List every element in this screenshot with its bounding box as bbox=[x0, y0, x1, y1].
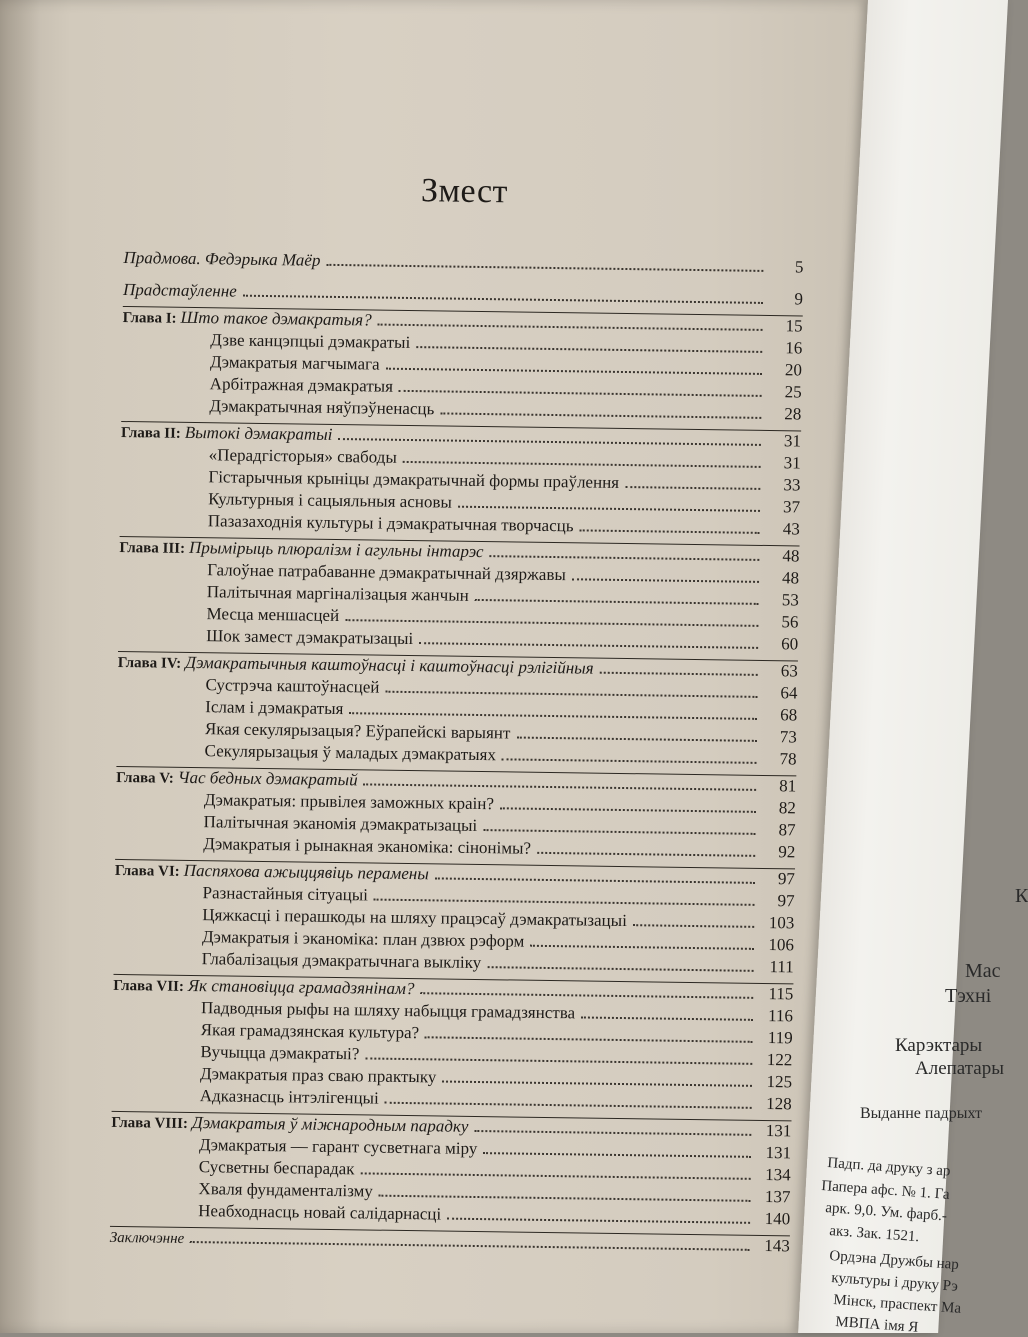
imprint-line: Мас bbox=[965, 960, 1001, 982]
page-number: 103 bbox=[768, 913, 795, 933]
toc-entry-text bbox=[119, 537, 483, 562]
section-title: Культурныя і сацыяльныя асновы bbox=[208, 489, 453, 512]
toc-entry-text bbox=[116, 740, 496, 765]
page-number: 131 bbox=[765, 1121, 792, 1141]
imprint-line: культуры і друку Рэ bbox=[830, 1270, 959, 1295]
toc-entry-text bbox=[117, 718, 511, 743]
dot-leader bbox=[385, 1102, 752, 1109]
toc-entry-row bbox=[123, 248, 803, 279]
dot-leader bbox=[435, 877, 755, 883]
dot-leader bbox=[365, 1057, 752, 1064]
imprint-line: Карэктары bbox=[895, 1035, 983, 1056]
section-title: Якая грамадзянская культура? bbox=[200, 1020, 420, 1043]
dot-leader bbox=[379, 1195, 751, 1202]
section-title: Вучыцца дэмакратыі? bbox=[200, 1042, 360, 1064]
chapter-title: Як становіцца грамадзянінам? bbox=[187, 975, 415, 999]
section-title: Палітычная эканомія дэмакратызацыі bbox=[203, 812, 478, 835]
section-title: Шок замест дэмакратызацыі bbox=[206, 626, 414, 649]
page-number: 73 bbox=[779, 727, 798, 747]
section-title: Секулярызацыя ў маладых дэмакратыях bbox=[204, 741, 497, 765]
chapter-label: Глава IV: bbox=[117, 654, 182, 672]
page-number: 131 bbox=[765, 1143, 792, 1163]
section-title: Хваля фундаменталізму bbox=[198, 1179, 374, 1201]
imprint-line: Падп. да друку з ар bbox=[826, 1155, 951, 1180]
dot-leader bbox=[403, 461, 761, 468]
toc-entry-text bbox=[110, 1200, 441, 1225]
section-title: Дэмакратыя і эканоміка: план дзвюх рэформ bbox=[201, 927, 525, 951]
toc-entry-text bbox=[115, 882, 369, 906]
section-title: Падводныя рыфы на шляху набыцця грамадзянства bbox=[200, 998, 576, 1023]
page-number: 31 bbox=[783, 453, 801, 473]
page-number: 48 bbox=[781, 568, 800, 588]
page-number: 134 bbox=[765, 1165, 791, 1185]
toc-entry-text bbox=[118, 625, 413, 649]
chapter-title: Паспяхова ажыццявіць перамены bbox=[183, 860, 429, 884]
toc-entry-row bbox=[110, 1227, 790, 1258]
page-number: 97 bbox=[777, 869, 796, 889]
dot-leader bbox=[537, 852, 755, 857]
imprint-line: Алепатары bbox=[915, 1058, 1004, 1079]
imprint-line: МВПА імя Я bbox=[834, 1314, 919, 1336]
dot-leader bbox=[425, 1036, 753, 1043]
section-title: Дэмакратыя — гарант сусветнага міру bbox=[198, 1135, 478, 1159]
dot-leader bbox=[338, 438, 761, 446]
dot-leader bbox=[243, 295, 763, 304]
toc-entry-text bbox=[111, 1112, 468, 1137]
imprint-line: Папера афс. № 1. Га bbox=[820, 1178, 951, 1203]
toc-entry-text bbox=[110, 1178, 373, 1202]
toc-entry-text bbox=[123, 307, 372, 330]
toc-entry-text bbox=[117, 696, 343, 719]
toc-entry-text bbox=[114, 948, 482, 973]
chapter-label: Глава V: bbox=[116, 769, 174, 787]
dot-leader bbox=[442, 1081, 752, 1087]
page-number: 87 bbox=[778, 820, 796, 840]
toc-entry-text bbox=[110, 1227, 185, 1248]
section-title: Іслам і дэмакратыя bbox=[205, 697, 344, 719]
page-number: 43 bbox=[782, 519, 800, 539]
section-title: Дэмакратыя і рынакная эканоміка: сінонімы? bbox=[203, 834, 532, 858]
section-title: Цяжкасці і перашкоды на шляху працэсаў дэмакратызацыі bbox=[202, 905, 628, 931]
dot-leader bbox=[419, 642, 758, 649]
toc-entry-text bbox=[113, 1019, 420, 1043]
chapter-label: Глава III: bbox=[119, 539, 186, 557]
dot-leader bbox=[474, 1130, 751, 1136]
toc-entry-text bbox=[120, 488, 452, 513]
toc-entry-text bbox=[116, 767, 358, 790]
dot-leader bbox=[633, 924, 754, 928]
section-title: «Перадгісторыя» свабоды bbox=[208, 445, 397, 467]
section-title: Палітычная маргіналізацыя жанчын bbox=[206, 582, 469, 605]
dot-leader bbox=[530, 945, 754, 950]
page-number: 56 bbox=[781, 612, 799, 632]
page-title: Змест bbox=[420, 172, 509, 211]
dot-leader bbox=[483, 1152, 751, 1158]
toc-entry-text bbox=[123, 248, 320, 271]
page-number: 125 bbox=[766, 1072, 793, 1092]
page-number: 128 bbox=[766, 1094, 792, 1114]
section-title: Адказнасць інтэлігенцыі bbox=[199, 1086, 379, 1108]
page-number: 92 bbox=[778, 842, 796, 862]
page-number: 106 bbox=[768, 935, 795, 955]
toc-entry-text bbox=[122, 329, 410, 353]
section-title: Дэмакратыя праз сваю практыку bbox=[199, 1064, 437, 1087]
page-number: 68 bbox=[780, 705, 798, 725]
imprint-line: Тэхні bbox=[945, 985, 992, 1007]
page-number: 31 bbox=[783, 431, 802, 451]
right-page-text bbox=[800, 0, 1028, 1336]
chapter-title: Час бедных дэмакратый bbox=[177, 767, 358, 790]
toc-entry-text bbox=[121, 422, 333, 445]
page-number: 115 bbox=[768, 984, 794, 1004]
dot-leader bbox=[349, 712, 757, 720]
page-number: 143 bbox=[764, 1236, 790, 1256]
toc-entry-text bbox=[113, 975, 414, 999]
toc-entry-text bbox=[111, 1134, 477, 1159]
dot-leader bbox=[487, 966, 754, 972]
section-title: Дэмакратычная няўпэўненасць bbox=[209, 396, 435, 419]
page-number: 97 bbox=[777, 891, 795, 911]
dot-leader bbox=[483, 829, 755, 835]
chapter-title: Прымірыць плюралізм і агульны інтарэс bbox=[188, 537, 484, 562]
section-title: Сустрэча каштоўнасцей bbox=[205, 675, 380, 697]
section-title: Арбітражная дэмакратыя bbox=[209, 374, 394, 396]
section-title: Гістарычныя крыніцы дэмакратычнай формы праўлення bbox=[208, 467, 620, 492]
page-number: 5 bbox=[794, 257, 804, 277]
dot-leader bbox=[502, 758, 757, 764]
dot-leader bbox=[458, 506, 760, 512]
page-number: 37 bbox=[782, 497, 801, 517]
toc-entry-text bbox=[118, 603, 339, 626]
section-title: Сусветны беспарадак bbox=[198, 1157, 355, 1179]
page-number: 60 bbox=[781, 634, 799, 654]
dot-leader bbox=[345, 619, 758, 627]
toc-entry-text bbox=[121, 395, 434, 419]
section-title: Дэмакратыя: прывілея заможных краін? bbox=[203, 790, 495, 814]
section-title: Дэмакратыя магчымага bbox=[209, 352, 380, 374]
page-number: 82 bbox=[778, 798, 797, 818]
chapter-title: Дэмакратычныя каштоўнасці і каштоўнасці рэлігійныя bbox=[185, 652, 594, 678]
imprint-line: Выданне падрыхт bbox=[860, 1105, 983, 1122]
toc-entry-text bbox=[112, 1063, 436, 1088]
imprint-line: арк. 9,0. Ум. фарб.- bbox=[824, 1200, 948, 1225]
chapter-label: Глава II: bbox=[120, 424, 181, 442]
section-title: Глабалізацыя дэмакратычнага выкліку bbox=[201, 949, 482, 973]
section-title: Разнастайныя сітуацыі bbox=[202, 883, 369, 905]
toc-entry-text bbox=[117, 674, 379, 698]
toc-entry-text bbox=[123, 280, 237, 302]
page-number: 15 bbox=[785, 316, 803, 336]
dot-leader bbox=[416, 346, 762, 353]
dot-leader bbox=[386, 368, 762, 375]
page-number: 33 bbox=[783, 475, 801, 495]
dot-leader bbox=[399, 390, 762, 397]
dot-leader bbox=[385, 691, 757, 698]
toc-entry-text bbox=[122, 373, 393, 397]
page-number: 25 bbox=[784, 382, 802, 402]
entry-title: Прадстаўленне bbox=[122, 279, 237, 301]
toc-entry-text bbox=[112, 1041, 359, 1064]
dot-leader bbox=[378, 324, 763, 331]
dot-leader bbox=[374, 899, 755, 906]
dot-leader bbox=[420, 992, 753, 999]
dot-leader bbox=[475, 599, 759, 605]
section-title: Неабходнасць новай салідарнасці bbox=[198, 1201, 442, 1224]
toc-entry-text bbox=[112, 1085, 379, 1109]
page-number: 64 bbox=[780, 683, 798, 703]
page-number: 48 bbox=[782, 546, 800, 566]
page-number: 9 bbox=[794, 289, 804, 309]
page-number: 140 bbox=[764, 1209, 791, 1229]
dot-leader bbox=[190, 1241, 749, 1251]
dot-leader bbox=[516, 737, 757, 742]
page-number: 28 bbox=[784, 404, 802, 424]
toc-list bbox=[110, 248, 804, 1258]
chapter-label: Глава VIII: bbox=[111, 1114, 188, 1132]
section-title: Якая секулярызацыя? Еўрапейскі варыянт bbox=[204, 719, 511, 743]
dot-leader bbox=[581, 1016, 753, 1020]
imprint-line: акз. Зак. 1521. bbox=[828, 1223, 920, 1246]
table-of-contents bbox=[110, 150, 805, 1258]
imprint-line: Ордэна Дружбы нар bbox=[828, 1248, 960, 1274]
chapter-title: Вытокі дэмакратыі bbox=[184, 422, 333, 444]
page-number: 63 bbox=[780, 661, 798, 681]
page-number: 137 bbox=[764, 1187, 791, 1207]
section-title: Галоўнае патрабаванне дэмакратычнай дзяржавы bbox=[207, 560, 566, 585]
toc-entry-text bbox=[115, 860, 429, 884]
page-number: 78 bbox=[779, 749, 797, 769]
page-number: 111 bbox=[769, 957, 794, 977]
imprint-line: Мінск, праспект Ма bbox=[832, 1292, 962, 1317]
page-number: 116 bbox=[767, 1006, 794, 1026]
dot-leader bbox=[489, 555, 759, 561]
section-title: Дзве канцэпцыі дэмакратыі bbox=[210, 330, 411, 353]
chapter-label: Глава I: bbox=[122, 309, 177, 327]
dot-leader bbox=[440, 412, 761, 418]
entry-title: Прадмова. Федэрыка Маёр bbox=[123, 247, 321, 270]
toc-entry-text bbox=[111, 1156, 355, 1179]
section-title: Месца меншасцей bbox=[206, 604, 340, 626]
toc-entry-text bbox=[115, 811, 477, 836]
page-number: 81 bbox=[779, 776, 797, 796]
page-number: 119 bbox=[767, 1028, 793, 1048]
toc-entry-text bbox=[119, 581, 469, 606]
dot-leader bbox=[625, 486, 760, 490]
entry-title: Заключэнне bbox=[109, 1229, 185, 1247]
dot-leader bbox=[360, 1172, 750, 1179]
toc-entry-text bbox=[116, 789, 494, 814]
page-number: 122 bbox=[766, 1050, 793, 1070]
dot-leader bbox=[364, 783, 757, 790]
section-title: Пазазаходнія культуры і дэмакратычная творчасць bbox=[207, 511, 574, 536]
dot-leader bbox=[579, 529, 759, 534]
dot-leader bbox=[500, 807, 756, 813]
toc-entry-text bbox=[121, 444, 397, 468]
imprint-line: К bbox=[1015, 885, 1028, 907]
page-number: 20 bbox=[784, 360, 803, 380]
chapter-label: Глава VI: bbox=[114, 862, 180, 880]
chapter-label: Глава VII: bbox=[113, 977, 185, 995]
chapter-title: Што такое дэмакратыя? bbox=[180, 307, 372, 330]
page-number: 16 bbox=[785, 338, 803, 358]
dot-leader bbox=[572, 578, 759, 583]
dot-leader bbox=[326, 264, 763, 272]
chapter-title: Дэмакратыя ў міжнародным парадку bbox=[191, 1113, 469, 1136]
toc-entry-text bbox=[122, 351, 380, 375]
page-number: 53 bbox=[781, 590, 799, 610]
dot-leader bbox=[447, 1218, 750, 1224]
dot-leader bbox=[600, 672, 758, 676]
